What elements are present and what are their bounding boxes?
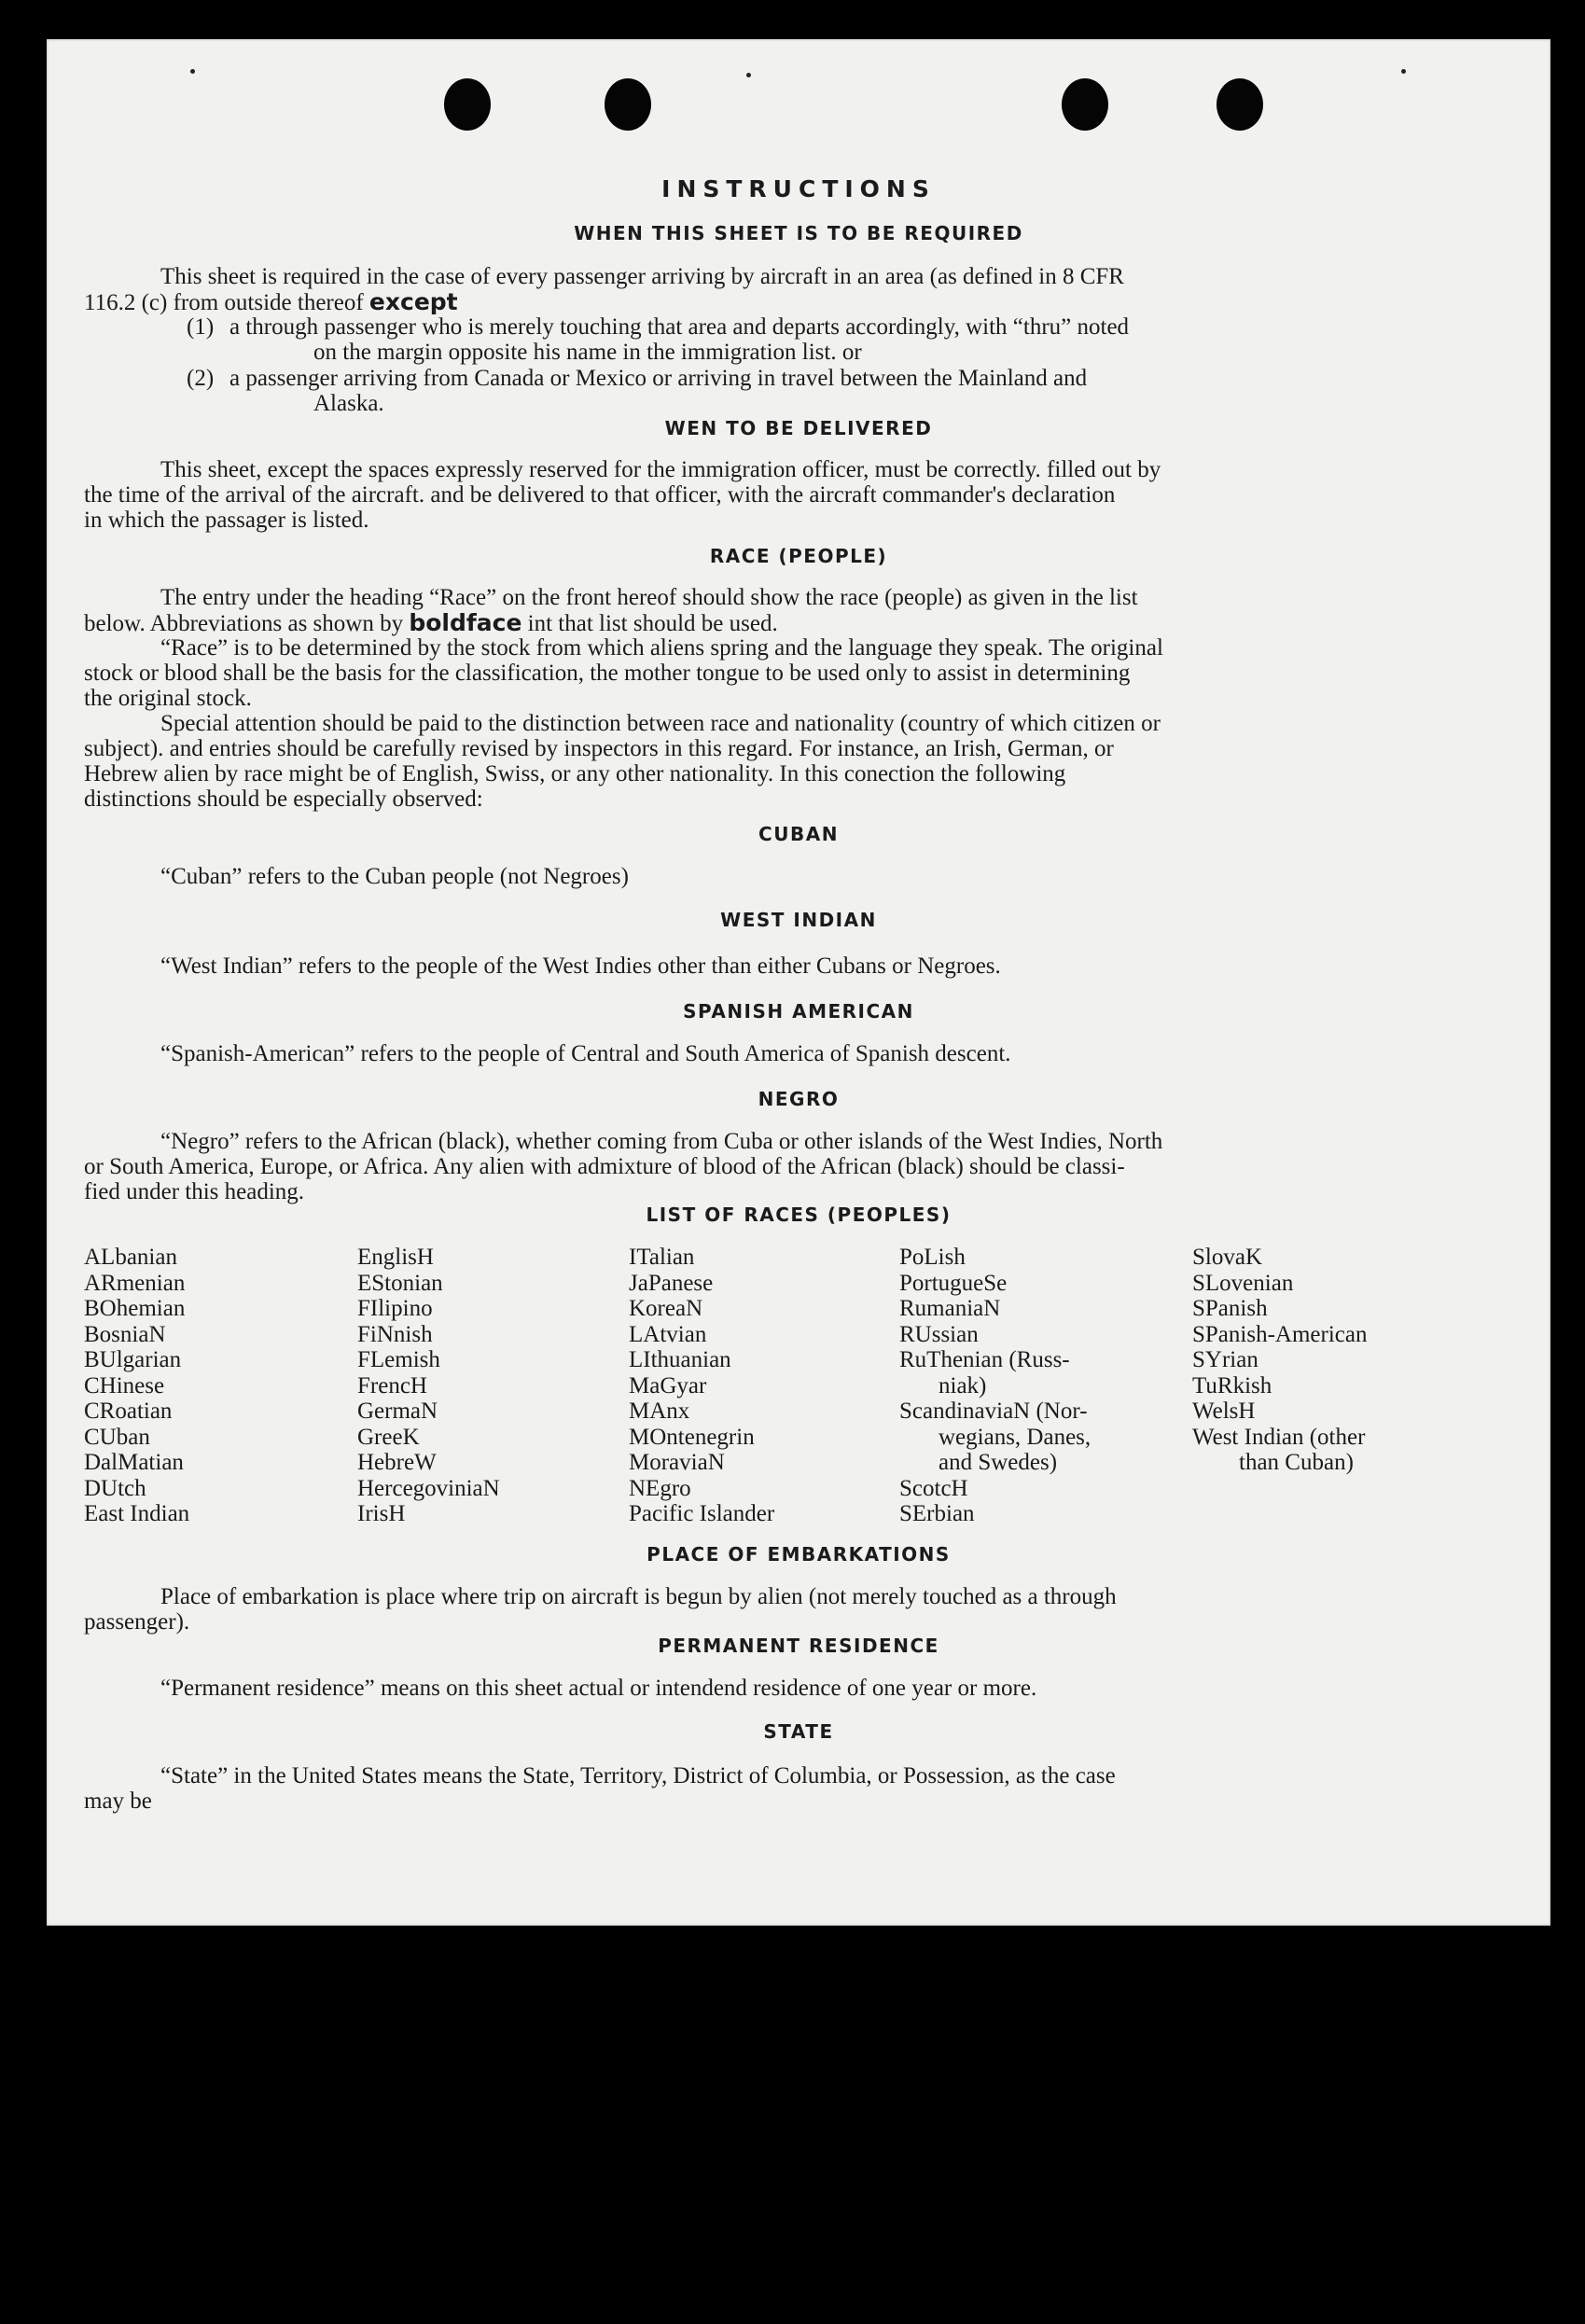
race-item: FLemish	[357, 1347, 440, 1372]
emphasis-except: except	[368, 288, 458, 315]
section-heading-races-list: LIST OF RACES (PEOPLES)	[646, 1204, 952, 1226]
race-item: ITalian	[629, 1245, 695, 1270]
section-heading-embarkation: PLACE OF EMBARKATIONS	[647, 1543, 951, 1566]
race-item: JaPanese	[629, 1270, 714, 1296]
page-title: INSTRUCTIONS	[661, 175, 936, 202]
races-column-5	[1192, 1245, 1367, 1476]
race-item: CUban	[84, 1424, 150, 1450]
race-item: HercegoviniaN	[357, 1475, 500, 1501]
race-item: CRoatian	[84, 1399, 173, 1424]
race-item: SPanish	[1192, 1296, 1268, 1321]
races-column-3	[629, 1245, 774, 1527]
race-item: DalMatian	[84, 1450, 184, 1475]
text-line: 116.2 (c) from outside thereof except	[84, 288, 458, 315]
race-item: RUssian	[899, 1321, 979, 1347]
section-heading-spanish-american: SPANISH AMERICAN	[683, 1000, 914, 1023]
speck	[190, 69, 195, 74]
west-indian-text: “West Indian” refers to the people of the West Indies other than either Cubans or Negroes.	[160, 953, 1001, 979]
section-heading-race: RACE (PEOPLE)	[709, 545, 888, 567]
race-item: EStonian	[357, 1270, 443, 1296]
race-item: HebreW	[357, 1450, 437, 1475]
state-paragraph: “State” in the United States means the State, Territory, District of Columbia, or Possession, as the case may be	[84, 1763, 1116, 1814]
race-item: WelsH	[1192, 1399, 1256, 1424]
race-item: FrencH	[357, 1372, 427, 1399]
race-item: RumaniaN	[899, 1296, 1001, 1321]
punch-hole	[1217, 78, 1263, 131]
race-item: IrisH	[357, 1501, 406, 1526]
race-item: BOhemian	[84, 1296, 186, 1321]
negro-paragraph: “Negro” refers to the African (black), whether coming from Cuba or other islands of the West Indies, North or South America, Europe, or Africa. Any alien with admixture of blood of the African (black) should be classi- fied under this heading.	[84, 1129, 1163, 1204]
section-heading-west-indian: WEST INDIAN	[720, 909, 877, 931]
race-item: East Indian	[84, 1501, 190, 1526]
race-item: MaGyar	[629, 1372, 707, 1399]
embarkation-paragraph: Place of embarkation is place where trip on aircraft is begun by alien (not merely touched as a through passenger).	[84, 1584, 1117, 1635]
race-item: BosniaN	[84, 1321, 166, 1347]
race-item: PortugueSe	[899, 1270, 1008, 1296]
race-item: ARmenian	[84, 1270, 186, 1296]
race-item-continuation: niak)	[938, 1372, 987, 1399]
speck	[1401, 69, 1406, 74]
spanish-american-text: “Spanish-American” refers to the people of Central and South America of Spanish descent.	[160, 1041, 1011, 1066]
race-item: SErbian	[899, 1501, 975, 1526]
delivered-paragraph: This sheet, except the spaces expressly reserved for the immigration officer, must be correctly. filled out by the time of the arrival of the aircraft. and be delivered to that officer, with the aircraft commander's declaration in which the passager is listed.	[84, 457, 1161, 533]
section-heading-cuban: CUBAN	[758, 823, 839, 845]
section-heading-residence: PERMANENT RESIDENCE	[658, 1635, 939, 1657]
residence-text: “Permanent residence” means on this sheet actual or intendend residence of one year or more.	[160, 1676, 1037, 1701]
section-heading-required: WHEN THIS SHEET IS TO BE REQUIRED	[574, 222, 1023, 244]
race-item-continuation: and Swedes)	[938, 1450, 1058, 1475]
race-item: LAtvian	[629, 1321, 707, 1347]
punch-hole	[605, 78, 651, 131]
section-heading-negro: NEGRO	[758, 1088, 840, 1110]
race-paragraph-2: “Race” is to be determined by the stock from which aliens spring and the language they speak. The original stock or blood shall be the basis for the classification, the mother tongue to be used only to assist in determining the original stock.	[84, 635, 1163, 711]
race-item: ScotcH	[899, 1475, 968, 1501]
race-item: PoLish	[899, 1245, 966, 1270]
punch-hole	[1062, 78, 1108, 131]
race-item: MOntenegrin	[629, 1424, 755, 1450]
race-item: RuThenian (Russ-	[899, 1347, 1070, 1372]
race-item: MoraviaN	[629, 1450, 725, 1475]
cuban-text: “Cuban” refers to the Cuban people (not Negroes)	[160, 864, 629, 889]
race-item: FiNnish	[357, 1321, 433, 1347]
race-item: MAnx	[629, 1399, 690, 1424]
race-item: DUtch	[84, 1475, 146, 1501]
race-item: SYrian	[1192, 1347, 1258, 1372]
race-item: TuRkish	[1192, 1372, 1272, 1399]
race-item: GreeK	[357, 1424, 420, 1450]
race-item: ScandinaviaN (Nor-	[899, 1399, 1088, 1424]
race-item: NEgro	[629, 1475, 691, 1501]
race-item: West Indian (other	[1192, 1424, 1366, 1450]
races-column-2	[357, 1245, 500, 1527]
exception-item-2: (2) a passenger arriving from Canada or Mexico or arriving in travel between the Mainland and Alaska.	[187, 366, 1088, 416]
text-line: This sheet is required in the case of every passenger arriving by aircraft in an area (as defined in 8 CFR	[160, 264, 1124, 289]
emphasis-boldface: boldface	[409, 609, 522, 636]
race-item: Pacific Islander	[629, 1501, 775, 1526]
race-item: GermaN	[357, 1399, 438, 1424]
race-item: LIthuanian	[629, 1347, 731, 1372]
instruction-sheet	[47, 39, 1550, 1926]
race-item-continuation: than Cuban)	[1239, 1450, 1354, 1475]
race-item: EnglisH	[357, 1245, 434, 1270]
section-heading-delivered: WEN TO BE DELIVERED	[664, 417, 933, 439]
race-item: FIlipino	[357, 1296, 433, 1321]
race-item: BUlgarian	[84, 1347, 182, 1372]
race-paragraph-1: The entry under the heading “Race” on the front hereof should show the race (people) as given in the list below. Abbreviations as shown by boldface int that list should be used.	[84, 585, 1138, 636]
speck	[746, 73, 751, 77]
race-item: ALbanian	[84, 1245, 177, 1270]
race-item-continuation: wegians, Danes,	[938, 1424, 1091, 1450]
race-paragraph-3: Special attention should be paid to the distinction between race and nationality (country of which citizen or subject). and entries should be carefully revised by inspectors in this regard. For instance, an Irish, German, or Hebrew alien by race might be of English, Swiss, or any other nationality. In this conection the following distinctions should be especially observed:	[84, 711, 1161, 812]
section-heading-state: STATE	[763, 1720, 834, 1743]
race-item: CHinese	[84, 1372, 165, 1399]
exception-item-1: (1) a through passenger who is merely touching that area and departs accordingly, with “thru” noted on the margin opposite his name in the immigration list. or	[187, 314, 1130, 365]
race-item: KoreaN	[629, 1296, 703, 1321]
race-item: SPanish-American	[1192, 1321, 1368, 1347]
races-column-1	[84, 1245, 189, 1527]
race-item: SLovenian	[1192, 1270, 1294, 1296]
required-paragraph	[84, 264, 1465, 315]
race-item: SlovaK	[1192, 1245, 1262, 1270]
punch-hole	[444, 78, 491, 131]
races-column-4	[899, 1245, 1091, 1527]
